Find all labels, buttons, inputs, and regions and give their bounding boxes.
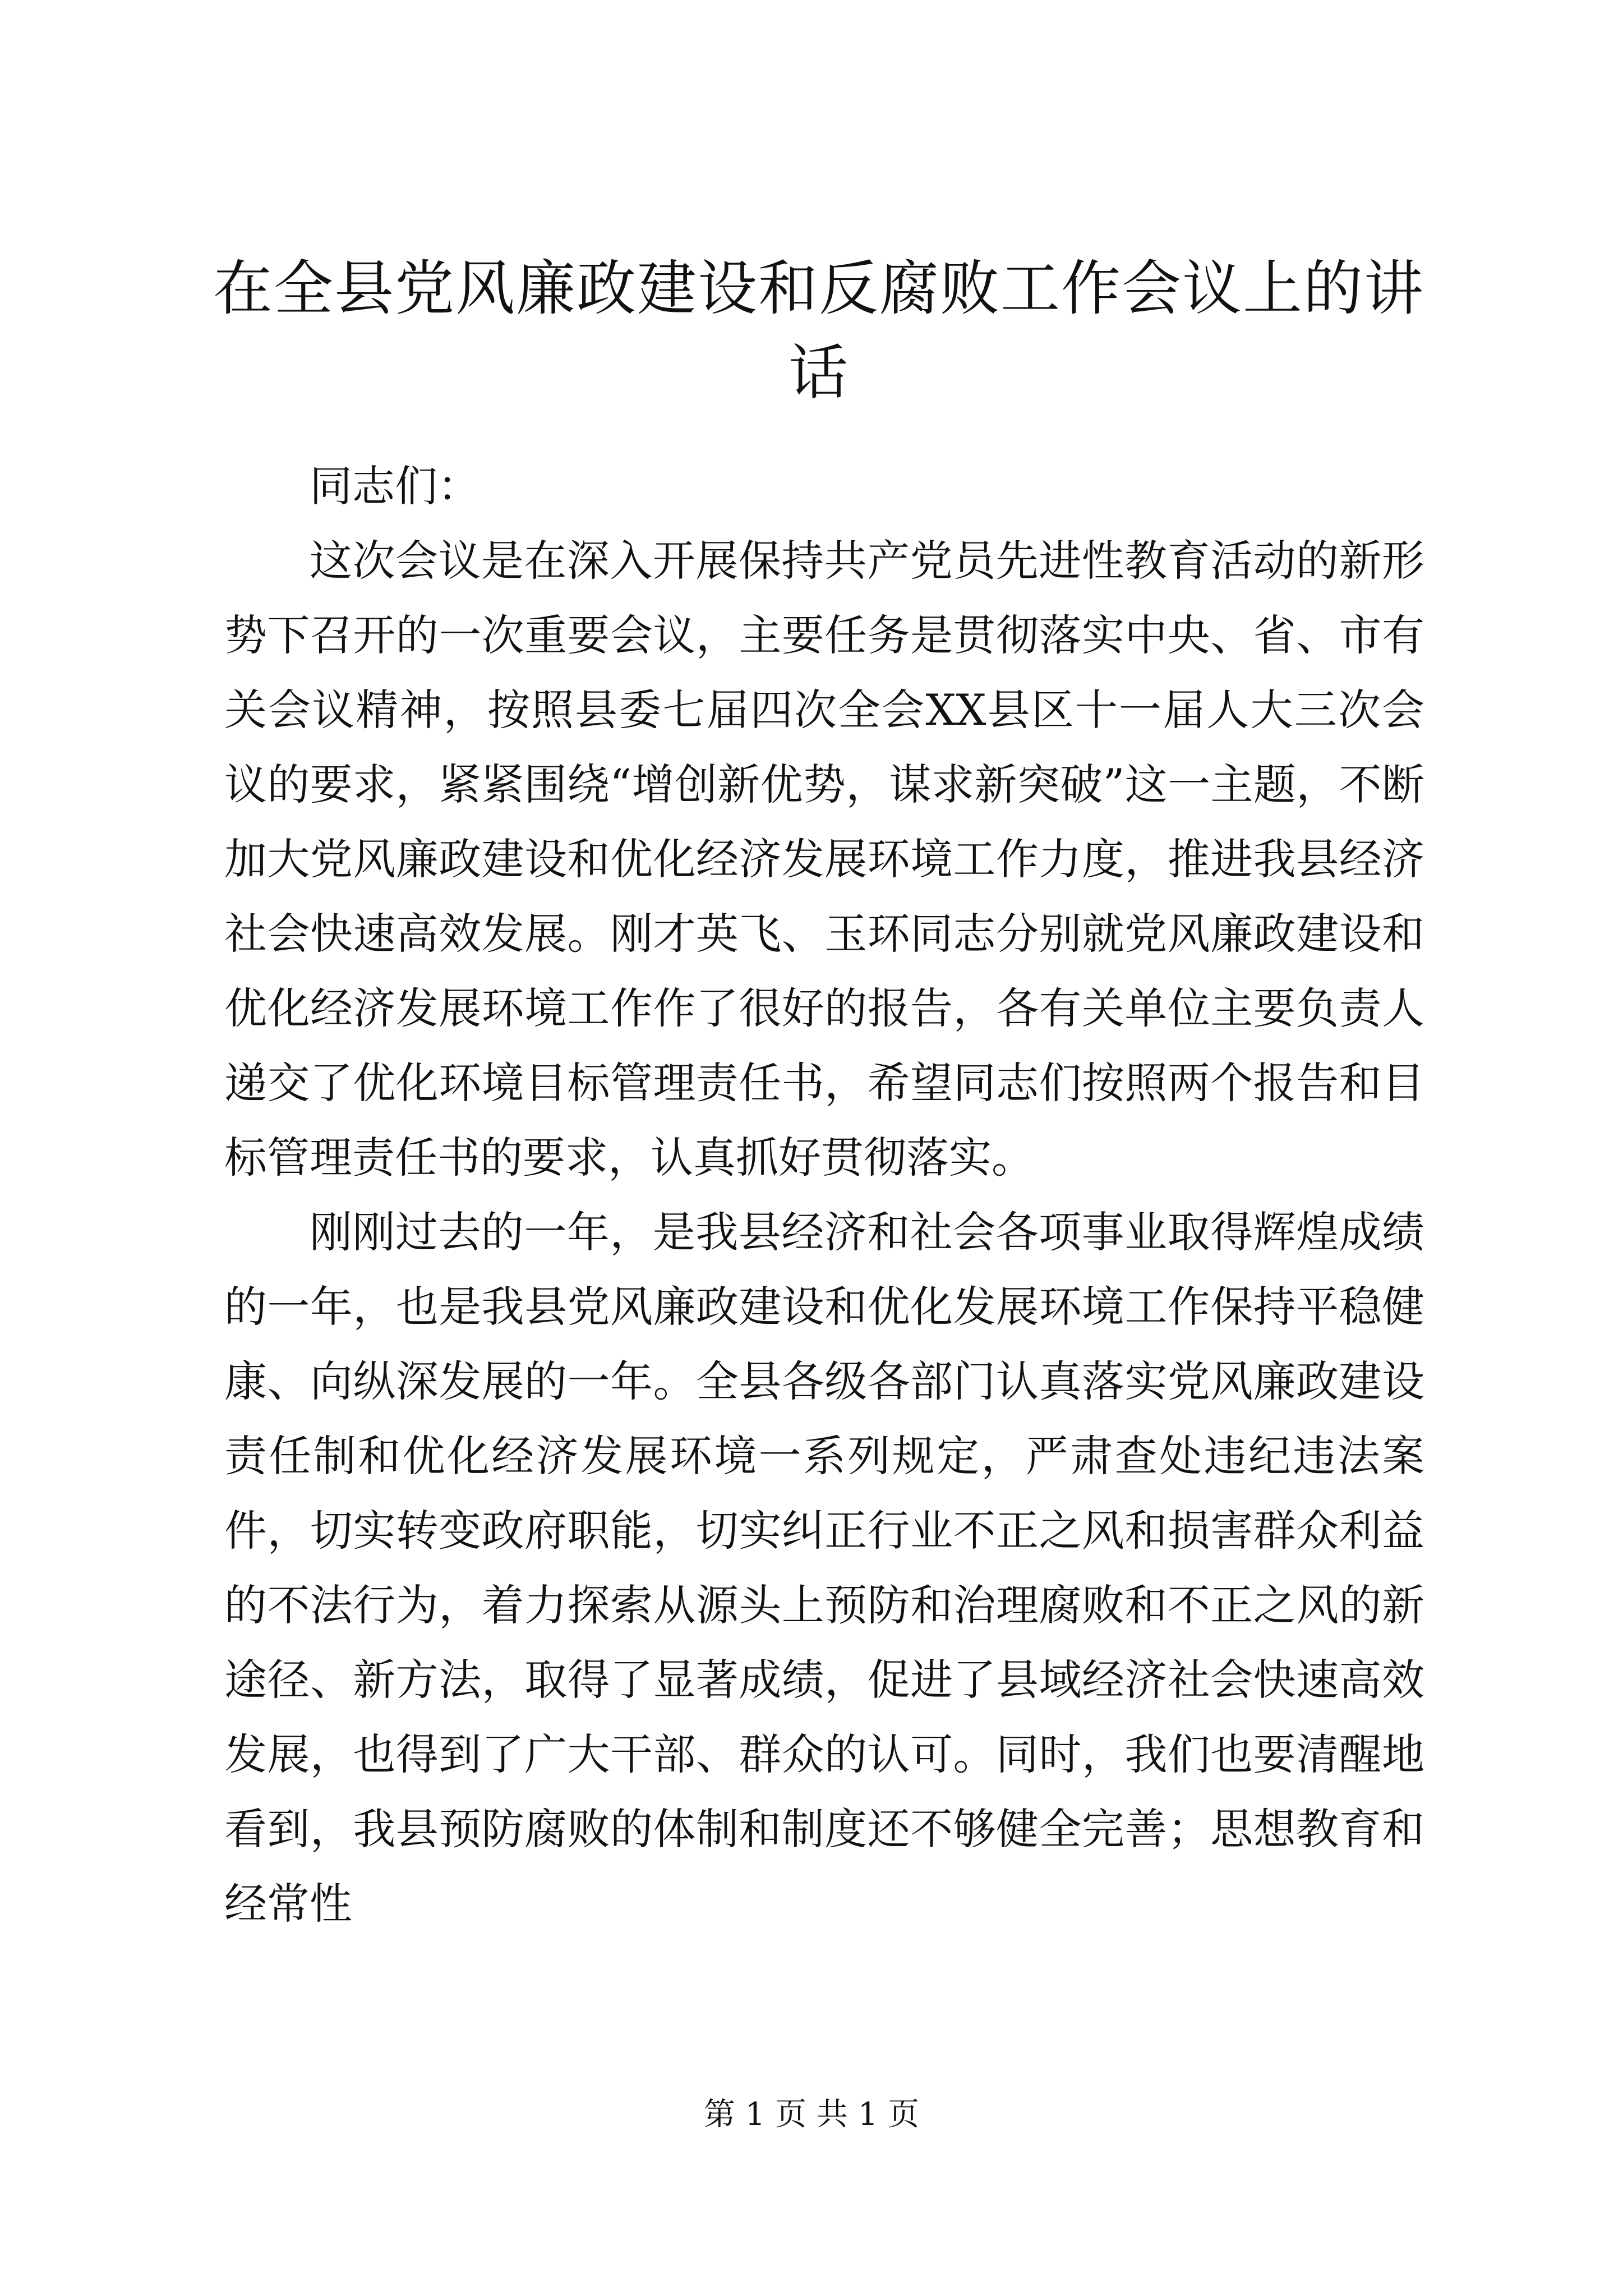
salutation-paragraph: 同志们： — [310, 461, 480, 511]
body-paragraph: 刚刚过去的一年，是我县经济和社会各项事业取得辉煌成绩的一年，也是我县党风廉政建设和优化发展环境工作保持平稳健康、向纵深发展的一年。全县各级各部门认真落实党风廉政建设责任制和优化经济发展环境一系列规定，严肃查处违纪违法案件，切实转变政府职能，切实纠正行业不正之风和损害群众利益的不法行为，着力探索从源头上预防和治理腐败和不正之风的新途径、新方法，取得了显著成绩，促进了县域经济社会快速高效发展，也得到了广大干部、群众的认可。同时，我们也要清醒地看到，我县预防腐败的体制和制度还不够健全完善；思想教育和经常性 — [224, 1207, 1424, 1929]
document-title: 在全县党风廉政建设和反腐败工作会议上的讲话 — [213, 254, 1424, 407]
body-paragraph: 这次会议是在深入开展保持共产党员先进性教育活动的新形势下召开的一次重要会议，主要任务是贯彻落实中央、省、市有关会议精神，按照县委七届四次全会XX县区十一届人大三次会议的要求，紧紧围绕“增创新优势，谋求新突破”这一主题，不断加大党风廉政建设和优化经济发展环境工作力度，推进我县经济社会快速高效发展。刚才英飞、玉环同志分别就党风廉政建设和优化经济发展环境工作作了很好的报告，各有关单位主要负责人递交了优化环境目标管理责任书，希望同志们按照两个报告和目标管理责任书的要求，认真抓好贯彻落实。 — [224, 536, 1424, 1182]
document-body — [224, 449, 1424, 1941]
page-number-footer: 第 1 页 共 1 页 — [703, 2096, 920, 2133]
